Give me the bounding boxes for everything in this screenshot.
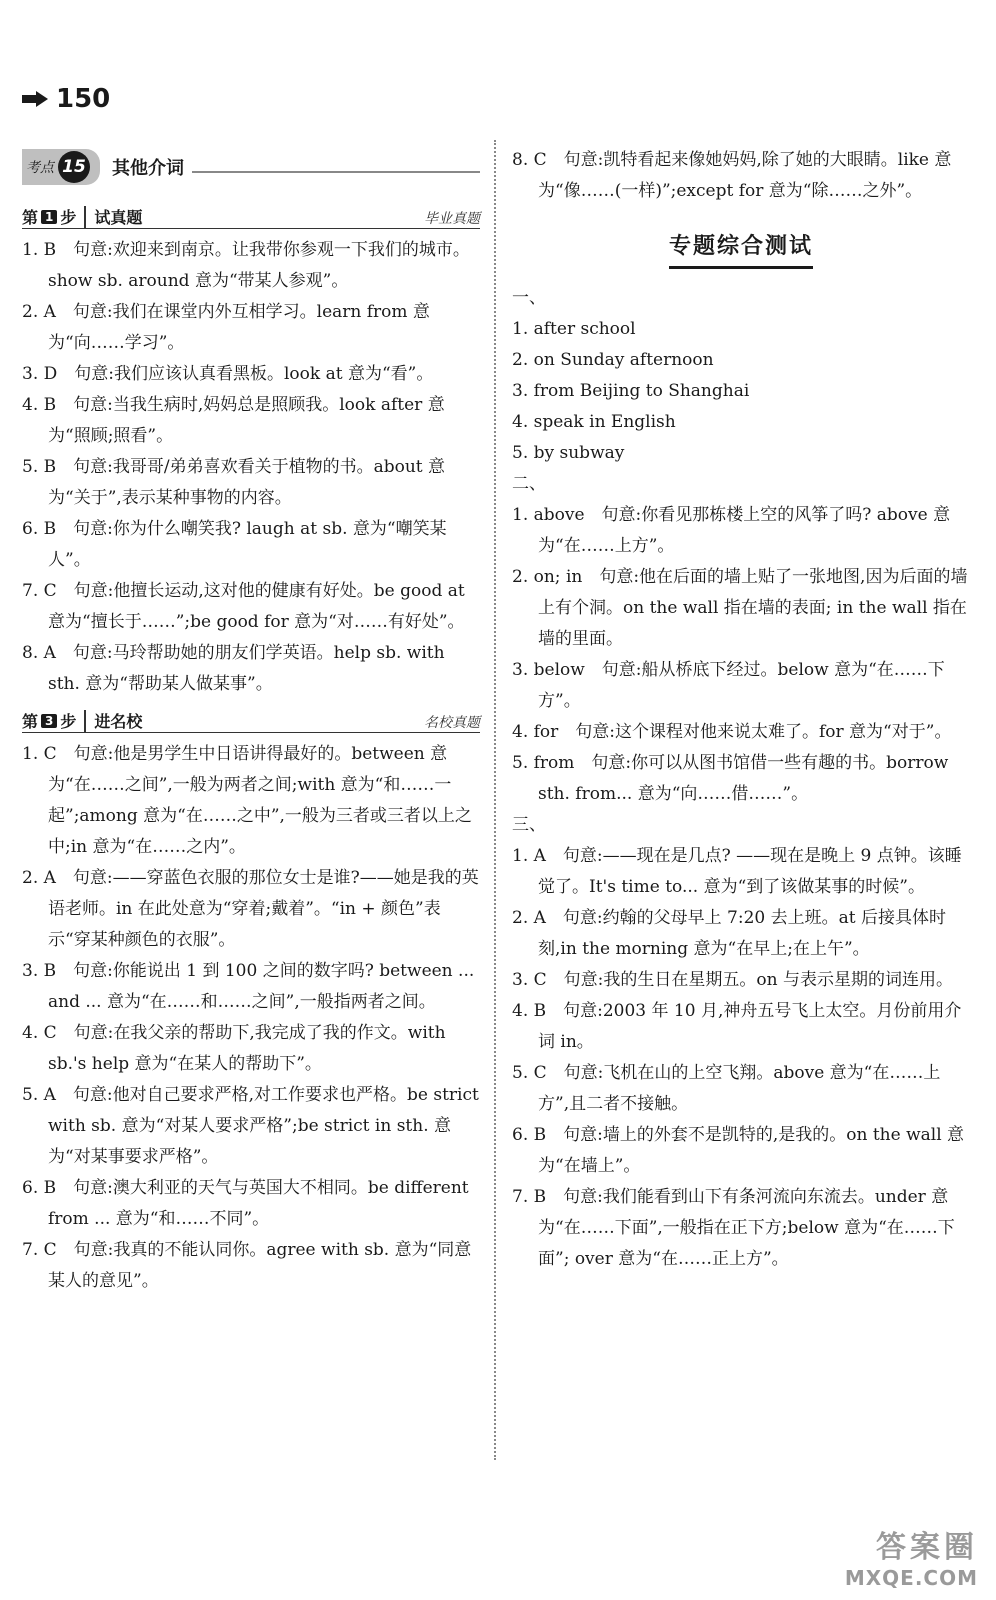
answer-item: 6. B 句意:墙上的外套不是凯特的,是我的。on the wall 意为“在墙上”。 [512,1125,965,1176]
answer-item: 1. A 句意:——现在是几点? ——现在是晚上 9 点钟。该睡觉了。It's time to... 意为“到了该做某事的时候”。 [512,846,962,897]
answer-item: 3. D 句意:我们应该认真看黑板。look at 意为“看”。 [22,364,434,384]
answer-item: 7. B 句意:我们能看到山下有条河流向东流去。under 意为“在……下面”,一般指在正下方;below 意为“在……下面”; over 意为“在……正上方”。 [512,1187,955,1269]
part1-heading: 一、 [512,288,546,308]
step1-num: 1 [41,210,57,224]
answer-item: 6. B 句意:澳大利亚的天气与英国大不相同。be different from ... 意为“和……不同”。 [22,1178,469,1229]
column-divider [494,140,496,1460]
answer-item: 4. B 句意:当我生病时,妈妈总是照顾我。look after 意为“照顾;照看”。 [22,395,445,446]
step1-label [22,205,76,228]
kaodian-title: 其他介词 [112,158,184,179]
kaodian-prefix: 考点 [26,160,54,176]
list-item: 3. from Beijing to Shanghai [512,381,750,401]
answer-item: 8. A 句意:马玲帮助她的朋友们学英语。help sb. with sth. 意为“帮助某人做某事”。 [22,643,445,694]
answer-item: 7. C 句意:我真的不能认同你。agree with sb. 意为“同意某人的意见”。 [22,1240,472,1291]
list-item: 2. on Sunday afternoon [512,350,714,370]
kaodian-badge [22,149,100,185]
step3-header [22,704,480,733]
answer-item: 2. A 句意:——穿蓝色衣服的那位女士是谁?——她是我的英语老师。in 在此处意为“穿着;戴着”。“in + 颜色”表示“穿某种颜色的衣服”。 [22,868,479,950]
step3-separator [84,710,86,732]
answer-item: 4. C 句意:在我父亲的帮助下,我完成了我的作文。with sb.'s help 意为“在某人的帮助下”。 [22,1023,446,1074]
step3-num: 3 [41,714,57,728]
answer-item: 3. below 句意:船从桥底下经过。below 意为“在……下方”。 [512,660,945,711]
step3-tag: 名校真题 [424,715,480,731]
answer-item: 7. C 句意:他擅长运动,这对他的健康有好处。be good at 意为“擅长于……”;be good for 意为“对……有好处”。 [22,581,465,632]
step3-label-pre: 第 [22,712,39,731]
answer-item: 5. from 句意:你可以从图书馆借一些有趣的书。borrow sth. from... 意为“向……借……”。 [512,753,949,804]
answer-item: 1. C 句意:他是男学生中日语讲得最好的。between 意为“在……之间”,一般为两者之间;with 意为“和……一起”;among 意为“在……之中”,一般为三者或三者以上之中;in 意为“在……之内”。 [22,744,472,857]
step1-list [22,235,480,700]
answer-item: 2. A 句意:约翰的父母早上 7:20 去上班。at 后接具体时刻,in the morning 意为“在早上;在上午”。 [512,908,946,959]
answer-item: 5. B 句意:我哥哥/弟弟喜欢看关于植物的书。about 意为“关于”,表示某种事物的内容。 [22,457,446,508]
step1-title: 试真题 [94,208,143,227]
answer-item: 1. B 句意:欢迎来到南京。让我带你参观一下我们的城市。show sb. around 意为“带某人参观”。 [22,240,470,291]
answer-item: 4. for 句意:这个课程对他来说太难了。for 意为“对于”。 [512,722,952,742]
list-item: 4. speak in English [512,412,676,432]
answer-item: 2. A 句意:我们在课堂内外互相学习。learn from 意为“向……学习”。 [22,302,430,353]
answer-item: 1. above 句意:你看见那栋楼上空的风筝了吗? above 意为“在……上方”。 [512,505,951,556]
kaodian-header [22,140,480,194]
test-title [512,229,970,269]
part2-heading: 二、 [512,474,546,494]
step3-title: 进名校 [94,712,143,731]
list-item: 1. after school [512,319,636,339]
test-title-text: 专题综合测试 [669,229,813,269]
answer-item: 5. A 句意:他对自己要求严格,对工作要求也严格。be strict with sb. 意为“对某人要求严格”;be strict in sth. 意为“对某事要求严格”。 [22,1085,479,1167]
step1-tag: 毕业真题 [424,211,480,227]
answer-item: 6. B 句意:你为什么嘲笑我? laugh at sb. 意为“嘲笑某人”。 [22,519,447,570]
watermark-logo: 答案圈 [876,1530,978,1565]
page-number-text: 150 [56,84,111,114]
answer-item: 3. C 句意:我的生日在星期五。on 与表示星期的词连用。 [512,970,953,990]
answer-item: 4. B 句意:2003 年 10 月,神舟五号飞上太空。月份前用介词 in。 [512,1001,962,1052]
answer-item: 2. on; in 句意:他在后面的墙上贴了一张地图,因为后面的墙上有个洞。on the wall 指在墙的表面; in the wall 指在墙的里面。 [512,567,968,649]
left-column [22,140,480,1297]
step1-label-post: 步 [60,208,77,227]
page-number [22,84,110,114]
part1-list [512,314,970,469]
watermark-url: MXQE.COM [844,1566,978,1590]
step3-list [22,739,480,1297]
part2-list [512,500,970,810]
answer-item: 3. B 句意:你能说出 1 到 100 之间的数字吗? between ... and ... 意为“在……和……之间”,一般指两者之间。 [22,961,475,1012]
right-column [512,145,970,1275]
part3-list [512,841,970,1275]
answer-item: 8. C 句意:凯特看起来像她妈妈,除了她的大眼睛。like 意为“像……(一样)”;except for 意为“除……之外”。 [512,150,952,201]
answer-item: 5. C 句意:飞机在山的上空飞翔。above 意为“在……上方”,且二者不接触。 [512,1063,941,1114]
kaodian-underline [192,171,480,173]
part3-heading: 三、 [512,815,546,835]
arrow-icon [22,91,50,107]
step1-label-pre: 第 [22,208,39,227]
step3-label-post: 步 [60,712,77,731]
step3-label [22,709,76,732]
step1-header [22,200,480,229]
kaodian-number: 15 [58,151,90,183]
step1-separator [84,206,86,228]
list-item: 5. by subway [512,443,625,463]
watermark [845,1522,978,1590]
